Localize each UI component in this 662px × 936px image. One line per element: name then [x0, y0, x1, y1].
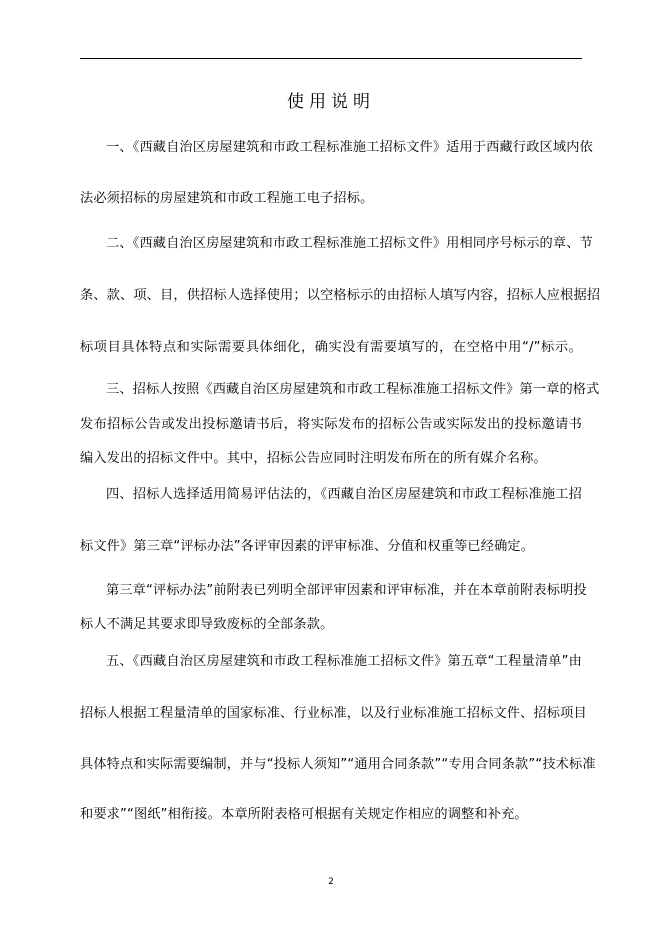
paragraph-6-line-4: 和要求”“图纸”相衔接。本章所附表格可根据有关规定作相应的调整和补充。	[80, 807, 528, 822]
paragraph-2-line-2: 条、款、项、目，供招标人选择使用；以空格标示的由招标人填写内容，招标人应根据招	[80, 288, 601, 303]
header-rule	[80, 58, 582, 59]
paragraph-6-line-3: 具体特点和实际需要编制，并与“投标人须知”“通用合同条款”“专用合同条款”“技术标准	[80, 757, 596, 772]
paragraph-5-line-1: 第三章“评标办法”前附表已列明全部评审因素和评审标准，并在本章前附表标明投	[106, 583, 587, 598]
paragraph-6-line-1: 五、《西藏自治区房屋建筑和市政工程标准施工招标文件》第五章“工程量清单”由	[106, 654, 582, 669]
paragraph-1-line-1: 一、《西藏自治区房屋建筑和市政工程标准施工招标文件》适用于西藏行政区域内依	[106, 140, 593, 155]
paragraph-2-line-3: 标项目具体特点和实际需要具体细化，确实没有需要填写的，在空格中用“/”标示。	[80, 340, 582, 355]
page-number: 2	[328, 877, 334, 887]
paragraph-4-line-1: 四、招标人选择适用简易评估法的，《西藏自治区房屋建筑和市政工程标准施工招	[106, 487, 582, 502]
paragraph-3-line-3: 编入发出的招标文件中。其中，招标公告应同时注明发布所在的所有媒介名称。	[80, 451, 547, 466]
page-title: 使用说明	[287, 92, 375, 112]
paragraph-4-line-2: 标文件》第三章“评标办法”各评审因素的评审标准、分值和权重等已经确定。	[80, 539, 535, 554]
paragraph-2-line-1: 二、《西藏自治区房屋建筑和市政工程标准施工招标文件》用相同序号标示的章、节	[106, 236, 593, 251]
paragraph-3-line-2: 发布招标公告或发出投标邀请书后，将实际发布的招标公告或实际发出的投标邀请书	[80, 417, 582, 432]
paragraph-6-line-2: 招标人根据工程量清单的国家标准、行业标准，以及行业标准施工招标文件、招标项目	[80, 706, 587, 721]
paragraph-1-line-2: 法必须招标的房屋建筑和市政工程施工电子招标。	[80, 191, 374, 206]
paragraph-3-line-1: 三、招标人按照《西藏自治区房屋建筑和市政工程标准施工招标文件》第一章的格式	[106, 382, 600, 397]
paragraph-5-line-2: 标人不满足其要求即导致废标的全部条款。	[80, 617, 334, 632]
